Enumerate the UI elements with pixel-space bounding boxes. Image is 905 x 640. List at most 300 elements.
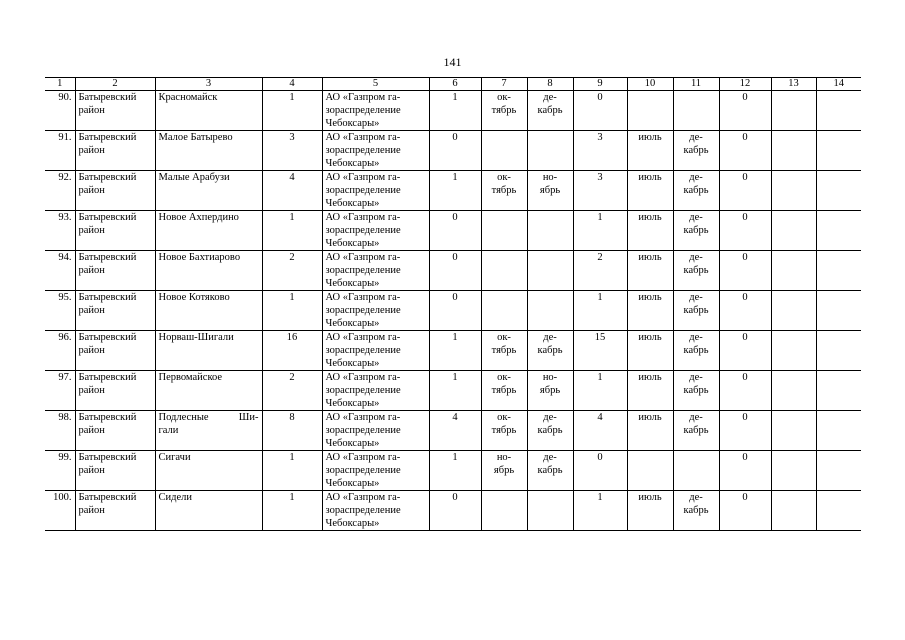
cell-col-8-line: ябрь [539, 185, 561, 196]
cell-district [75, 411, 155, 451]
cell-col-10-line: июль [638, 412, 662, 423]
cell-col-6: 0 [429, 291, 481, 331]
cell-settlement [155, 211, 262, 251]
cell-organization [322, 371, 429, 411]
cell-col-11-line: де- [689, 132, 703, 143]
cell-col-12: 0 [719, 411, 771, 451]
cell-col-11-line: кабрь [683, 265, 709, 276]
cell-col-10 [627, 371, 673, 411]
cell-col-12: 0 [719, 371, 771, 411]
cell-col-7-line: ок- [497, 412, 511, 423]
cell-district-line: район [78, 225, 105, 236]
cell-col-14 [816, 291, 861, 331]
cell-col-7-line: тябрь [491, 105, 517, 116]
column-header-2: 2 [75, 78, 155, 91]
cell-col-11-line: кабрь [683, 145, 709, 156]
cell-col-14 [816, 491, 861, 531]
cell-col-12: 0 [719, 91, 771, 131]
cell-organization-line: Чебоксары» [325, 198, 380, 209]
cell-organization-line: Чебоксары» [325, 518, 380, 529]
cell-col-8 [527, 331, 573, 371]
cell-col-14 [816, 331, 861, 371]
cell-col-7-line: ок- [497, 92, 511, 103]
cell-district-line: район [78, 105, 105, 116]
cell-col-11 [673, 331, 719, 371]
cell-district-line: Батыревский [78, 172, 137, 183]
cell-col-7-line: тябрь [491, 425, 517, 436]
cell-col-11-line: де- [689, 412, 703, 423]
cell-col-8-line: кабрь [537, 425, 563, 436]
cell-col-8-line: ябрь [539, 385, 561, 396]
cell-col-7-line: тябрь [491, 185, 517, 196]
column-header-13: 13 [771, 78, 816, 91]
cell-col-10 [627, 251, 673, 291]
cell-col-10-line: июль [638, 372, 662, 383]
cell-settlement [155, 131, 262, 171]
table-row [45, 91, 861, 131]
cell-settlement [155, 171, 262, 211]
cell-district-line: Батыревский [78, 92, 137, 103]
cell-col-9: 1 [573, 211, 627, 251]
table-row [45, 371, 861, 411]
cell-col-7 [481, 331, 527, 371]
cell-organization [322, 171, 429, 211]
cell-organization [322, 491, 429, 531]
cell-col-7 [481, 491, 527, 531]
cell-col-10-line: июль [638, 132, 662, 143]
table-row [45, 491, 861, 531]
cell-district-line: Батыревский [78, 492, 137, 503]
cell-settlement [155, 451, 262, 491]
cell-district [75, 131, 155, 171]
cell-district [75, 91, 155, 131]
cell-organization [322, 211, 429, 251]
cell-row-number: 96. [45, 331, 75, 371]
cell-col-6: 1 [429, 371, 481, 411]
cell-organization-line: АО «Газпром га- [325, 372, 401, 383]
cell-organization-line: АО «Газпром га- [325, 412, 401, 423]
cell-col-6: 0 [429, 491, 481, 531]
cell-col-14 [816, 451, 861, 491]
cell-organization [322, 291, 429, 331]
cell-organization-line: зораспределение [325, 505, 401, 516]
cell-col-4: 8 [262, 411, 322, 451]
cell-settlement-line: Подлесные Ши- [158, 412, 259, 423]
cell-col-9: 3 [573, 171, 627, 211]
cell-col-13 [771, 331, 816, 371]
cell-district-line: район [78, 185, 105, 196]
cell-organization-line: Чебоксары» [325, 158, 380, 169]
cell-district-line: район [78, 345, 105, 356]
table-row [45, 131, 861, 171]
cell-col-10 [627, 171, 673, 211]
cell-col-11-line: де- [689, 292, 703, 303]
cell-district [75, 331, 155, 371]
cell-organization [322, 131, 429, 171]
page-number: 141 [443, 55, 462, 69]
cell-organization-line: Чебоксары» [325, 438, 380, 449]
cell-col-11-line: де- [689, 172, 703, 183]
cell-col-9: 1 [573, 491, 627, 531]
cell-col-13 [771, 91, 816, 131]
cell-col-13 [771, 411, 816, 451]
cell-row-number: 90. [45, 91, 75, 131]
cell-row-number: 93. [45, 211, 75, 251]
cell-row-number: 100. [45, 491, 75, 531]
cell-organization-line: зораспределение [325, 265, 401, 276]
cell-col-11-line: де- [689, 372, 703, 383]
cell-col-6: 1 [429, 171, 481, 211]
cell-col-8-line: кабрь [537, 105, 563, 116]
cell-row-number: 91. [45, 131, 75, 171]
cell-district-line: район [78, 465, 105, 476]
cell-settlement-line: Новое Ахпердино [158, 212, 239, 223]
cell-col-8-line: де- [543, 92, 557, 103]
cell-settlement-line: Сидели [158, 492, 192, 503]
cell-settlement [155, 371, 262, 411]
cell-col-4: 1 [262, 451, 322, 491]
cell-col-11-line: де- [689, 492, 703, 503]
cell-settlement [155, 91, 262, 131]
cell-col-9: 0 [573, 451, 627, 491]
cell-col-10 [627, 131, 673, 171]
cell-settlement-line: Норваш-Шигали [158, 332, 234, 343]
cell-col-12: 0 [719, 291, 771, 331]
cell-col-10 [627, 91, 673, 131]
cell-col-8-line: кабрь [537, 465, 563, 476]
cell-col-4: 16 [262, 331, 322, 371]
cell-district [75, 491, 155, 531]
cell-district [75, 211, 155, 251]
cell-col-7-line: ябрь [493, 465, 515, 476]
cell-col-13 [771, 371, 816, 411]
cell-col-9: 1 [573, 291, 627, 331]
column-header-4: 4 [262, 78, 322, 91]
column-header-3: 3 [155, 78, 262, 91]
cell-settlement-line: Малые Арабузи [158, 172, 230, 183]
cell-col-14 [816, 211, 861, 251]
cell-col-10 [627, 491, 673, 531]
cell-col-11-line: кабрь [683, 225, 709, 236]
table-row [45, 251, 861, 291]
cell-col-8 [527, 451, 573, 491]
cell-organization-line: зораспределение [325, 385, 401, 396]
cell-col-11 [673, 491, 719, 531]
cell-col-7 [481, 131, 527, 171]
cell-district [75, 451, 155, 491]
cell-organization-line: АО «Газпром га- [325, 132, 401, 143]
cell-col-4: 2 [262, 251, 322, 291]
cell-col-8 [527, 291, 573, 331]
cell-col-8-line: кабрь [537, 345, 563, 356]
cell-col-8 [527, 251, 573, 291]
cell-col-13 [771, 451, 816, 491]
table-row [45, 211, 861, 251]
column-header-10: 10 [627, 78, 673, 91]
column-header-11: 11 [673, 78, 719, 91]
cell-col-10-line: июль [638, 252, 662, 263]
cell-col-6: 1 [429, 91, 481, 131]
cell-organization-line: АО «Газпром га- [325, 452, 401, 463]
cell-col-10-line: июль [638, 172, 662, 183]
cell-col-7 [481, 371, 527, 411]
cell-settlement [155, 251, 262, 291]
cell-organization-line: зораспределение [325, 145, 401, 156]
cell-col-12: 0 [719, 211, 771, 251]
cell-organization-line: Чебоксары» [325, 318, 380, 329]
cell-col-8-line: де- [543, 412, 557, 423]
cell-col-7-line: но- [496, 452, 512, 463]
cell-col-13 [771, 251, 816, 291]
gasification-table [45, 77, 861, 531]
cell-organization-line: АО «Газпром га- [325, 252, 401, 263]
cell-col-4: 1 [262, 211, 322, 251]
cell-col-11 [673, 451, 719, 491]
cell-col-11 [673, 411, 719, 451]
cell-col-8-line: де- [543, 452, 557, 463]
column-header-9: 9 [573, 78, 627, 91]
cell-district [75, 291, 155, 331]
table-body [45, 91, 861, 531]
cell-col-14 [816, 91, 861, 131]
cell-col-7 [481, 291, 527, 331]
cell-col-6: 0 [429, 211, 481, 251]
cell-col-10 [627, 211, 673, 251]
cell-organization-line: АО «Газпром га- [325, 92, 401, 103]
cell-col-7 [481, 451, 527, 491]
column-header-6: 6 [429, 78, 481, 91]
cell-settlement-line: Малое Батырево [158, 132, 233, 143]
cell-settlement [155, 291, 262, 331]
cell-col-11-line: де- [689, 212, 703, 223]
cell-col-11 [673, 251, 719, 291]
cell-col-10-line: июль [638, 212, 662, 223]
table-row [45, 451, 861, 491]
cell-col-12: 0 [719, 331, 771, 371]
cell-organization-line: АО «Газпром га- [325, 212, 401, 223]
cell-col-11-line: кабрь [683, 305, 709, 316]
cell-col-14 [816, 171, 861, 211]
cell-district-line: район [78, 305, 105, 316]
cell-district-line: район [78, 505, 105, 516]
cell-district-line: Батыревский [78, 372, 137, 383]
cell-col-11-line: де- [689, 252, 703, 263]
cell-organization-line: зораспределение [325, 425, 401, 436]
cell-col-8 [527, 131, 573, 171]
cell-col-6: 4 [429, 411, 481, 451]
column-header-5: 5 [322, 78, 429, 91]
cell-col-13 [771, 211, 816, 251]
cell-col-12: 0 [719, 451, 771, 491]
column-header-12: 12 [719, 78, 771, 91]
cell-col-7-line: ок- [497, 332, 511, 343]
column-header-7: 7 [481, 78, 527, 91]
cell-col-4: 4 [262, 171, 322, 211]
cell-col-11 [673, 171, 719, 211]
cell-district-line: район [78, 385, 105, 396]
cell-row-number: 95. [45, 291, 75, 331]
cell-col-6: 0 [429, 251, 481, 291]
cell-settlement-line: Красномайск [158, 92, 218, 103]
cell-col-10 [627, 451, 673, 491]
cell-organization [322, 411, 429, 451]
cell-col-13 [771, 171, 816, 211]
cell-district-line: Батыревский [78, 452, 137, 463]
table-row [45, 411, 861, 451]
cell-district [75, 251, 155, 291]
cell-col-14 [816, 411, 861, 451]
cell-col-11 [673, 131, 719, 171]
cell-col-7-line: ок- [497, 172, 511, 183]
cell-col-4: 1 [262, 291, 322, 331]
cell-col-8 [527, 91, 573, 131]
cell-col-4: 3 [262, 131, 322, 171]
cell-district [75, 371, 155, 411]
cell-settlement-line: Новое Бахтиарово [158, 252, 241, 263]
cell-settlement [155, 331, 262, 371]
cell-col-7-line: тябрь [491, 345, 517, 356]
cell-col-7 [481, 91, 527, 131]
cell-district-line: Батыревский [78, 332, 137, 343]
cell-col-8 [527, 211, 573, 251]
cell-row-number: 98. [45, 411, 75, 451]
cell-col-9: 4 [573, 411, 627, 451]
cell-district-line: Батыревский [78, 292, 137, 303]
cell-organization-line: Чебоксары» [325, 238, 380, 249]
cell-col-9: 1 [573, 371, 627, 411]
cell-district [75, 171, 155, 211]
cell-organization-line: Чебоксары» [325, 478, 380, 489]
cell-settlement-line: Первомайское [158, 372, 223, 383]
cell-organization-line: зораспределение [325, 185, 401, 196]
cell-organization [322, 331, 429, 371]
cell-col-7 [481, 171, 527, 211]
cell-row-number: 97. [45, 371, 75, 411]
cell-col-8 [527, 171, 573, 211]
cell-col-8-line: де- [543, 332, 557, 343]
cell-col-6: 0 [429, 131, 481, 171]
cell-organization-line: Чебоксары» [325, 118, 380, 129]
cell-col-14 [816, 131, 861, 171]
cell-col-14 [816, 251, 861, 291]
cell-organization [322, 251, 429, 291]
cell-col-11-line: кабрь [683, 185, 709, 196]
cell-col-11-line: кабрь [683, 425, 709, 436]
cell-col-11-line: кабрь [683, 345, 709, 356]
cell-organization [322, 91, 429, 131]
cell-col-10 [627, 331, 673, 371]
cell-col-8 [527, 491, 573, 531]
cell-settlement-line: Сигачи [158, 452, 191, 463]
cell-col-13 [771, 131, 816, 171]
cell-col-11 [673, 291, 719, 331]
cell-district-line: Батыревский [78, 412, 137, 423]
column-header-8: 8 [527, 78, 573, 91]
cell-col-7 [481, 211, 527, 251]
cell-settlement [155, 411, 262, 451]
cell-col-7 [481, 411, 527, 451]
cell-settlement-line: Новое Котяково [158, 292, 230, 303]
cell-col-9: 3 [573, 131, 627, 171]
cell-col-6: 1 [429, 451, 481, 491]
cell-col-10-line: июль [638, 332, 662, 343]
cell-organization-line: зораспределение [325, 105, 401, 116]
cell-col-11-line: де- [689, 332, 703, 343]
cell-district-line: район [78, 145, 105, 156]
cell-col-9: 15 [573, 331, 627, 371]
cell-col-7-line: тябрь [491, 385, 517, 396]
cell-row-number: 99. [45, 451, 75, 491]
cell-col-8 [527, 411, 573, 451]
cell-district-line: Батыревский [78, 252, 137, 263]
cell-col-9: 0 [573, 91, 627, 131]
cell-row-number: 94. [45, 251, 75, 291]
cell-organization-line: Чебоксары» [325, 358, 380, 369]
cell-organization-line: зораспределение [325, 305, 401, 316]
table-row [45, 291, 861, 331]
cell-col-8-line: но- [542, 372, 558, 383]
cell-col-13 [771, 291, 816, 331]
cell-col-7-line: ок- [497, 372, 511, 383]
cell-col-12: 0 [719, 251, 771, 291]
cell-row-number: 92. [45, 171, 75, 211]
cell-col-4: 2 [262, 371, 322, 411]
cell-col-10-line: июль [638, 292, 662, 303]
column-number-header [45, 78, 861, 91]
cell-settlement [155, 491, 262, 531]
cell-col-8 [527, 371, 573, 411]
cell-col-10-line: июль [638, 492, 662, 503]
cell-organization-line: АО «Газпром га- [325, 332, 401, 343]
cell-organization [322, 451, 429, 491]
cell-col-12: 0 [719, 491, 771, 531]
table-row [45, 171, 861, 211]
cell-col-7 [481, 251, 527, 291]
cell-col-11 [673, 371, 719, 411]
cell-col-4: 1 [262, 491, 322, 531]
cell-district-line: Батыревский [78, 212, 137, 223]
cell-col-12: 0 [719, 131, 771, 171]
cell-settlement-line: гали [158, 425, 179, 436]
table-row [45, 331, 861, 371]
cell-col-6: 1 [429, 331, 481, 371]
column-header-1: 1 [45, 78, 75, 91]
cell-organization-line: Чебоксары» [325, 398, 380, 409]
column-header-14: 14 [816, 78, 861, 91]
cell-organization-line: АО «Газпром га- [325, 172, 401, 183]
cell-col-14 [816, 371, 861, 411]
cell-col-11 [673, 91, 719, 131]
cell-col-4: 1 [262, 91, 322, 131]
cell-organization-line: АО «Газпром га- [325, 292, 401, 303]
cell-col-11 [673, 211, 719, 251]
cell-organization-line: зораспределение [325, 345, 401, 356]
cell-col-10 [627, 411, 673, 451]
cell-col-8-line: но- [542, 172, 558, 183]
cell-col-13 [771, 491, 816, 531]
cell-col-12: 0 [719, 171, 771, 211]
cell-district-line: район [78, 425, 105, 436]
cell-organization-line: АО «Газпром га- [325, 492, 401, 503]
cell-district-line: район [78, 265, 105, 276]
cell-col-11-line: кабрь [683, 505, 709, 516]
cell-col-11-line: кабрь [683, 385, 709, 396]
cell-district-line: Батыревский [78, 132, 137, 143]
cell-organization-line: зораспределение [325, 465, 401, 476]
cell-col-9: 2 [573, 251, 627, 291]
cell-organization-line: Чебоксары» [325, 278, 380, 289]
cell-organization-line: зораспределение [325, 225, 401, 236]
